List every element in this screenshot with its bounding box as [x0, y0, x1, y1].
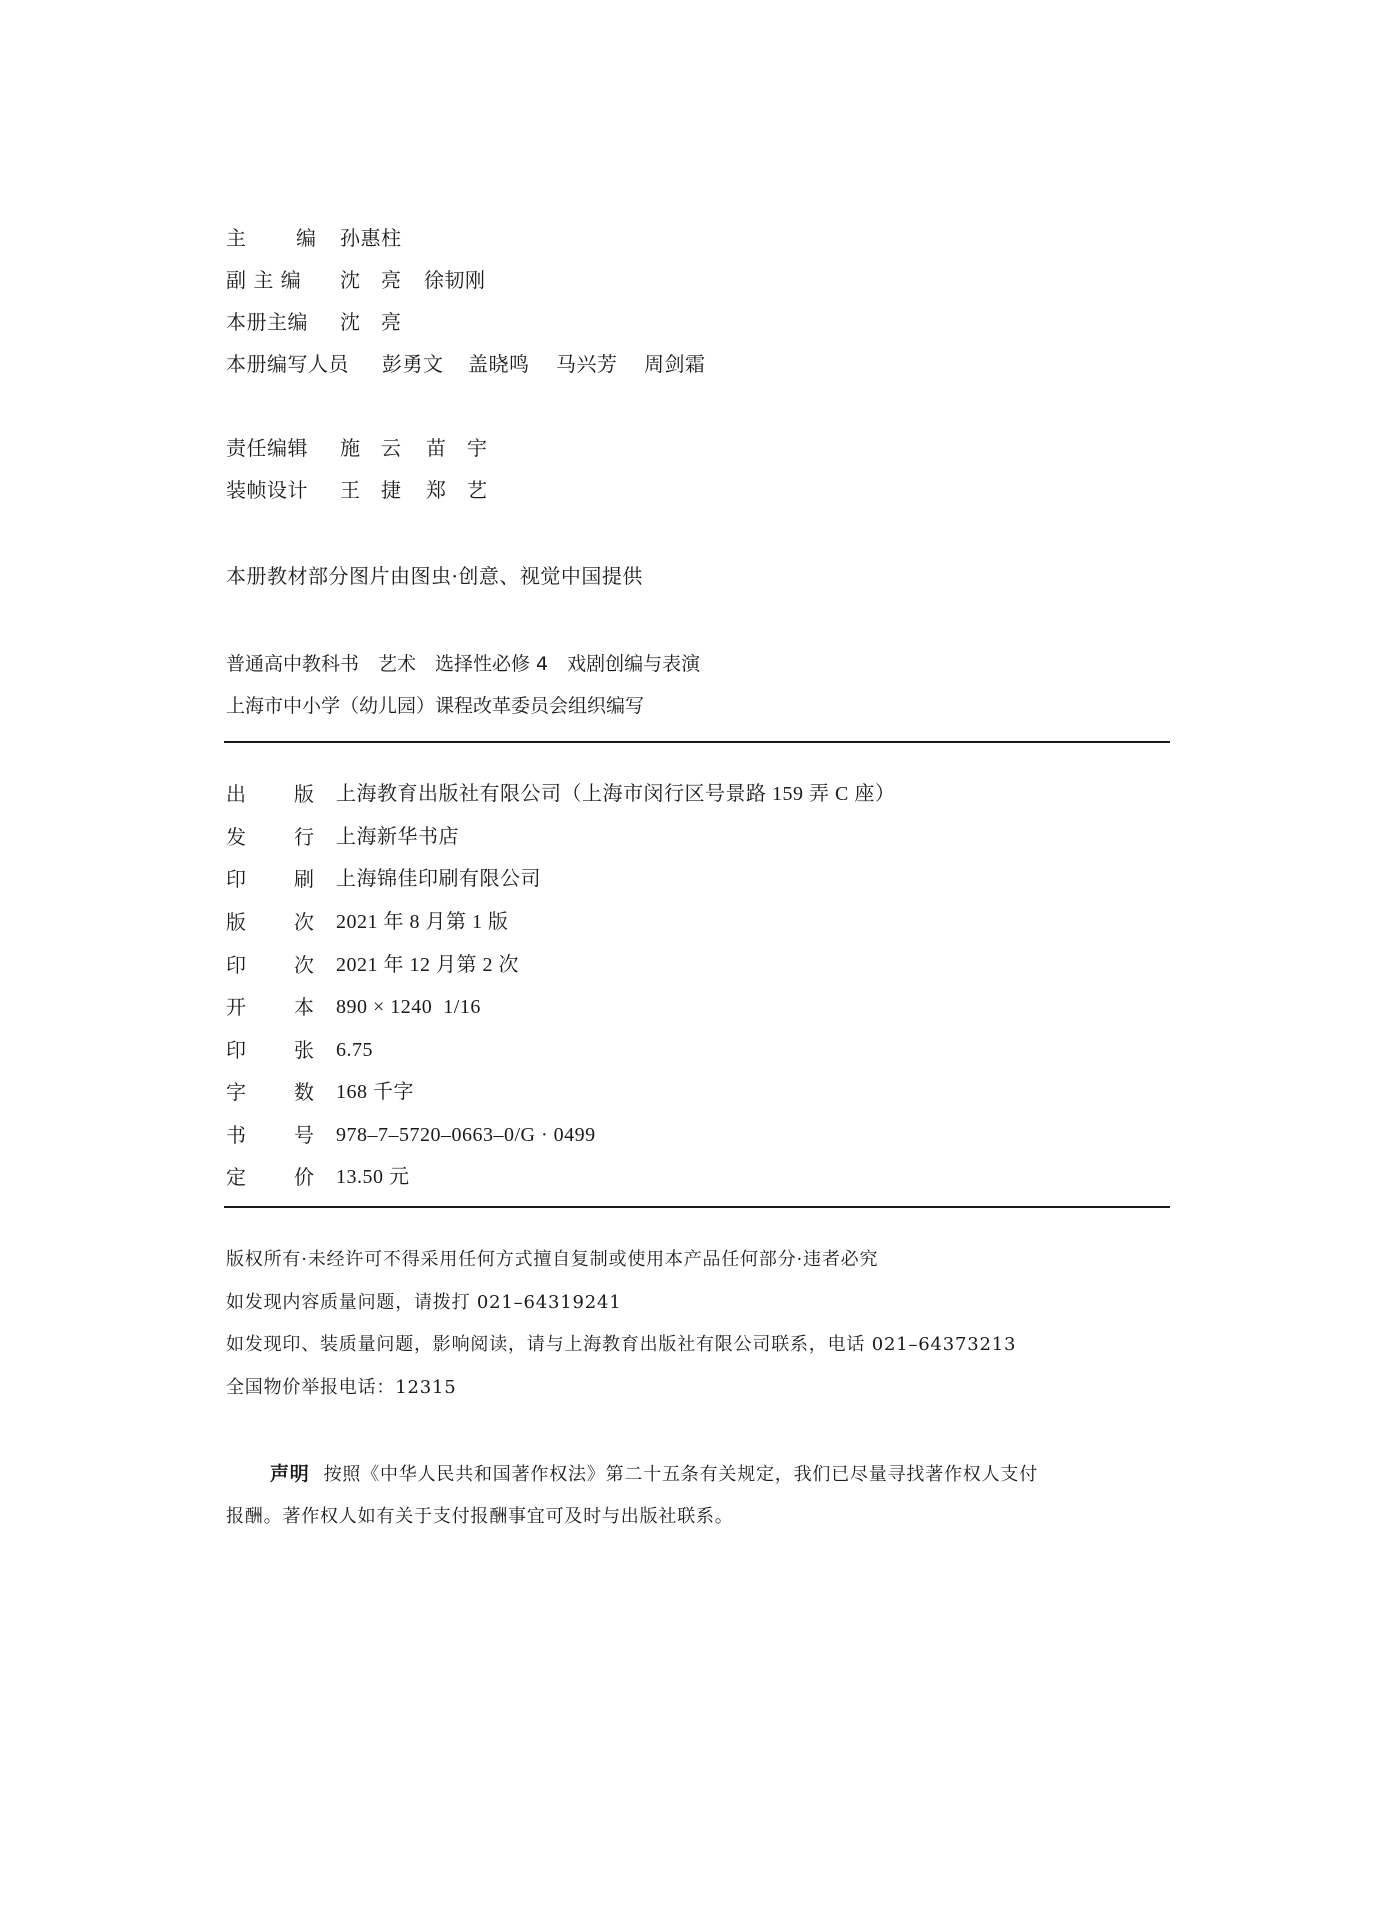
copyright-notice: 版权所有·未经许可不得采用任何方式擅自复制或使用本产品任何部分·违者必究 [226, 1249, 879, 1270]
credit-label-b: 编 [296, 226, 317, 250]
info-label-b: 次 [294, 953, 315, 977]
credit-name: 苗 宇 [426, 436, 488, 460]
info-label-b: 刷 [294, 867, 315, 891]
info-label-a: 印 [226, 867, 247, 891]
credit-label: 副 主 编 [226, 268, 302, 292]
book-compiler: 上海市中小学（幼儿园）课程改革委员会组织编写 [226, 695, 645, 717]
credit-label: 装帧设计 [226, 478, 308, 502]
credit-label: 本册主编 [226, 310, 308, 334]
credit-label-a: 主 [226, 226, 247, 250]
statement-text: 按照《中华人民共和国著作权法》第二十五条有关规定，我们已尽量寻找著作权人支付 [323, 1464, 1039, 1485]
info-label-a: 书 [226, 1123, 247, 1147]
info-label-b: 次 [294, 910, 315, 934]
book-title: 普通高中教科书 艺术 选择性必修 4 戏剧创编与表演 [226, 653, 701, 675]
credit-label: 责任编辑 [226, 436, 308, 460]
credit-name: 施 云 [340, 436, 402, 460]
info-value: 890 × 1240 1/16 [336, 996, 481, 1018]
bottom-divider [224, 1206, 1170, 1208]
credit-name: 马兴芳 [556, 352, 618, 376]
content-quality-notice: 如发现内容质量问题，请拨打 021–64319241 [226, 1292, 622, 1313]
credit-name: 徐韧刚 [424, 268, 486, 292]
print-quality-notice: 如发现印、装质量问题，影响阅读，请与上海教育出版社有限公司联系，电话 021–64373213 [226, 1334, 1017, 1355]
info-label-a: 定 [226, 1165, 247, 1189]
info-label-b: 数 [294, 1080, 315, 1104]
info-value: 978–7–5720–0663–0/G · 0499 [336, 1124, 596, 1146]
info-label-b: 价 [294, 1165, 315, 1189]
info-label-a: 出 [226, 782, 247, 806]
info-label-a: 印 [226, 1038, 247, 1062]
info-label-a: 版 [226, 910, 247, 934]
info-label-a: 字 [226, 1080, 247, 1104]
info-label-a: 印 [226, 953, 247, 977]
top-divider [224, 741, 1170, 743]
info-value: 2021 年 8 月第 1 版 [336, 911, 509, 933]
credit-name: 盖晓鸣 [468, 352, 530, 376]
info-value: 上海锦佳印刷有限公司 [336, 868, 541, 890]
info-label-b: 本 [294, 995, 315, 1019]
info-value: 13.50 元 [336, 1166, 410, 1188]
info-label-a: 开 [226, 995, 247, 1019]
statement-line-1 [270, 1462, 1038, 1487]
credit-name: 郑 艺 [426, 478, 488, 502]
credit-name: 周剑霜 [644, 352, 706, 376]
statement-line-2: 报酬。著作权人如有关于支付报酬事宜可及时与出版社联系。 [226, 1506, 734, 1527]
price-report-notice: 全国物价举报电话：12315 [226, 1377, 457, 1398]
info-label-a: 发 [226, 825, 247, 849]
statement-heading: 声明 [270, 1463, 310, 1485]
info-value: 168 千字 [336, 1081, 414, 1103]
info-value: 6.75 [336, 1039, 373, 1061]
info-label-b: 行 [294, 825, 315, 849]
credit-name: 王 捷 [340, 478, 402, 502]
credit-name: 沈 亮 [340, 310, 402, 334]
info-label-b: 号 [294, 1123, 315, 1147]
image-credit: 本册教材部分图片由图虫·创意、视觉中国提供 [226, 564, 643, 588]
info-label-b: 张 [294, 1038, 315, 1062]
info-value: 上海新华书店 [336, 826, 459, 848]
credit-label: 本册编写人员 [226, 352, 349, 376]
credit-name: 孙惠柱 [340, 226, 402, 250]
info-value: 上海教育出版社有限公司（上海市闵行区号景路 159 弄 C 座） [336, 783, 896, 805]
info-label-b: 版 [294, 782, 315, 806]
info-value: 2021 年 12 月第 2 次 [336, 954, 519, 976]
credit-name: 沈 亮 [340, 268, 402, 292]
credit-name: 彭勇文 [382, 352, 444, 376]
